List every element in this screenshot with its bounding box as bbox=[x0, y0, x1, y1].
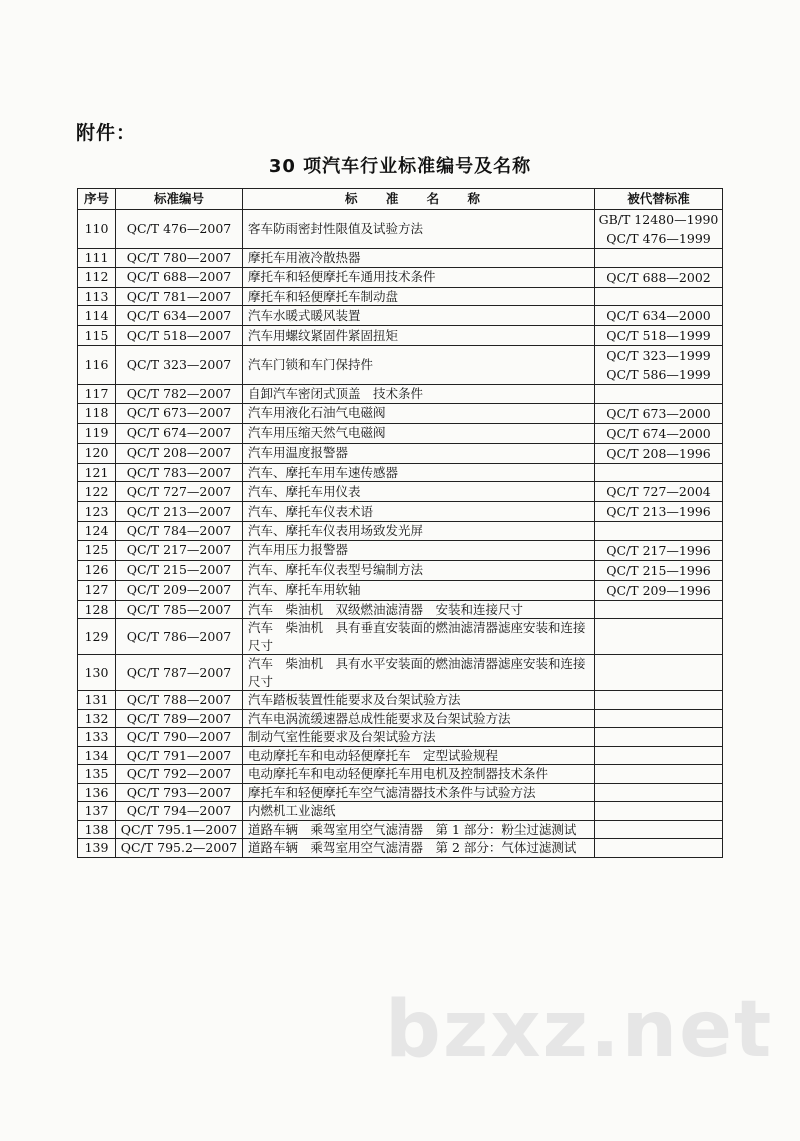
replaced-standard: QC/T 688—2002 bbox=[606, 269, 711, 285]
standard-name: 汽车门锁和车门保持件 bbox=[243, 346, 595, 385]
replaced-standard: GB/T 12480—1990 bbox=[598, 212, 719, 227]
standard-name: 摩托车和轻便摩托车制动盘 bbox=[243, 287, 595, 306]
table-row bbox=[78, 765, 723, 784]
table-row bbox=[78, 502, 723, 522]
row-number: 122 bbox=[78, 482, 116, 502]
row-number: 123 bbox=[78, 502, 116, 522]
replaced-standards bbox=[595, 443, 723, 463]
table-row bbox=[78, 746, 723, 765]
standard-code: QC/T 783—2007 bbox=[116, 463, 243, 482]
standard-name: 汽车、摩托车用仪表 bbox=[243, 482, 595, 502]
replaced-standard: QC/T 208—1996 bbox=[606, 445, 711, 461]
standard-name: 摩托车和轻便摩托车通用技术条件 bbox=[243, 267, 595, 287]
replaced-standards bbox=[595, 249, 723, 268]
standard-name: 汽车 柴油机 具有垂直安装面的燃油滤清器滤座安装和连接尺寸 bbox=[243, 619, 595, 655]
replaced-standards bbox=[595, 580, 723, 600]
replaced-standards bbox=[595, 287, 723, 306]
column-header-replaced: 被代替标准 bbox=[595, 189, 723, 210]
standard-code: QC/T 634—2007 bbox=[116, 306, 243, 326]
table-row bbox=[78, 423, 723, 443]
standard-name: 道路车辆 乘驾室用空气滤清器 第 2 部分：气体过滤测试 bbox=[243, 839, 595, 858]
standard-name: 摩托车和轻便摩托车空气滤清器技术条件与试验方法 bbox=[243, 783, 595, 802]
row-number: 138 bbox=[78, 820, 116, 839]
standard-name: 客车防雨密封性限值及试验方法 bbox=[243, 210, 595, 249]
standard-name: 汽车、摩托车用软轴 bbox=[243, 580, 595, 600]
replaced-standards bbox=[595, 482, 723, 502]
row-number: 139 bbox=[78, 839, 116, 858]
standard-code: QC/T 787—2007 bbox=[116, 655, 243, 691]
replaced-standards bbox=[595, 502, 723, 522]
replaced-standards bbox=[595, 691, 723, 710]
table-row bbox=[78, 802, 723, 821]
standard-code: QC/T 794—2007 bbox=[116, 802, 243, 821]
row-number: 137 bbox=[78, 802, 116, 821]
standard-code: QC/T 791—2007 bbox=[116, 746, 243, 765]
replaced-standard: QC/T 634—2000 bbox=[606, 308, 711, 323]
standard-name: 汽车 柴油机 具有水平安装面的燃油滤清器滤座安装和连接尺寸 bbox=[243, 655, 595, 691]
standard-name: 道路车辆 乘驾室用空气滤清器 第 1 部分：粉尘过滤测试 bbox=[243, 820, 595, 839]
table-row bbox=[78, 210, 723, 249]
row-number: 115 bbox=[78, 326, 116, 346]
attachment-label: 附件： bbox=[76, 122, 137, 144]
standard-name: 摩托车用液冷散热器 bbox=[243, 249, 595, 268]
standard-name: 汽车、摩托车用车速传感器 bbox=[243, 463, 595, 482]
row-number: 120 bbox=[78, 443, 116, 463]
standard-name: 汽车电涡流缓速器总成性能要求及台架试验方法 bbox=[243, 709, 595, 728]
row-number: 110 bbox=[78, 210, 116, 249]
replaced-standard: QC/T 673—2000 bbox=[606, 405, 711, 421]
standard-code: QC/T 727—2007 bbox=[116, 482, 243, 502]
replaced-standard: QC/T 518—1999 bbox=[606, 328, 711, 343]
replaced-standard: QC/T 727—2004 bbox=[606, 484, 711, 499]
standard-code: QC/T 790—2007 bbox=[116, 728, 243, 747]
row-number: 114 bbox=[78, 306, 116, 326]
standard-code: QC/T 785—2007 bbox=[116, 600, 243, 619]
replaced-standards bbox=[595, 600, 723, 619]
row-number: 128 bbox=[78, 600, 116, 619]
standard-name: 汽车踏板装置性能要求及台架试验方法 bbox=[243, 691, 595, 710]
replaced-standard: QC/T 213—1996 bbox=[606, 504, 711, 519]
replaced-standards bbox=[595, 765, 723, 784]
standard-name: 汽车用螺纹紧固件紧固扭矩 bbox=[243, 326, 595, 346]
table-row bbox=[78, 463, 723, 482]
replaced-standard: QC/T 217—1996 bbox=[606, 542, 711, 558]
table-row bbox=[78, 783, 723, 802]
standard-code: QC/T 786—2007 bbox=[116, 619, 243, 655]
row-number: 130 bbox=[78, 655, 116, 691]
replaced-standards bbox=[595, 210, 723, 249]
standard-code: QC/T 795.2—2007 bbox=[116, 839, 243, 858]
replaced-standards bbox=[595, 783, 723, 802]
table-row bbox=[78, 249, 723, 268]
replaced-standards bbox=[595, 326, 723, 346]
standard-code: QC/T 208—2007 bbox=[116, 443, 243, 463]
replaced-standards bbox=[595, 709, 723, 728]
standard-code: QC/T 789—2007 bbox=[116, 709, 243, 728]
row-number: 136 bbox=[78, 783, 116, 802]
page-title: 30 项汽车行业标准编号及名称 bbox=[268, 156, 532, 177]
standard-name: 电动摩托车和电动轻便摩托车 定型试验规程 bbox=[243, 746, 595, 765]
table-row bbox=[78, 287, 723, 306]
replaced-standard: QC/T 476—1999 bbox=[606, 231, 711, 246]
row-number: 112 bbox=[78, 267, 116, 287]
standard-code: QC/T 217—2007 bbox=[116, 540, 243, 560]
standard-code: QC/T 792—2007 bbox=[116, 765, 243, 784]
standard-code: QC/T 781—2007 bbox=[116, 287, 243, 306]
standard-name: 汽车用温度报警器 bbox=[243, 443, 595, 463]
row-number: 132 bbox=[78, 709, 116, 728]
table-row bbox=[78, 600, 723, 619]
table-row bbox=[78, 540, 723, 560]
replaced-standards bbox=[595, 463, 723, 482]
row-number: 116 bbox=[78, 346, 116, 385]
replaced-standard: QC/T 323—1999 bbox=[606, 348, 711, 363]
table-row bbox=[78, 443, 723, 463]
replaced-standards bbox=[595, 267, 723, 287]
replaced-standard: QC/T 674—2000 bbox=[606, 425, 711, 441]
table-header-row bbox=[78, 189, 723, 210]
standard-name: 汽车用液化石油气电磁阀 bbox=[243, 403, 595, 423]
table-row bbox=[78, 306, 723, 326]
table-row bbox=[78, 385, 723, 404]
standard-code: QC/T 793—2007 bbox=[116, 783, 243, 802]
replaced-standards bbox=[595, 306, 723, 326]
row-number: 133 bbox=[78, 728, 116, 747]
standard-name: 制动气室性能要求及台架试验方法 bbox=[243, 728, 595, 747]
replaced-standards bbox=[595, 820, 723, 839]
table-row bbox=[78, 560, 723, 580]
standard-name: 内燃机工业滤纸 bbox=[243, 802, 595, 821]
row-number: 134 bbox=[78, 746, 116, 765]
table-row bbox=[78, 580, 723, 600]
standard-name: 汽车、摩托车仪表用场致发光屏 bbox=[243, 522, 595, 541]
table-row bbox=[78, 728, 723, 747]
table-row bbox=[78, 522, 723, 541]
standard-name: 汽车、摩托车仪表型号编制方法 bbox=[243, 560, 595, 580]
replaced-standard: QC/T 209—1996 bbox=[606, 582, 711, 598]
standard-name: 电动摩托车和电动轻便摩托车用电机及控制器技术条件 bbox=[243, 765, 595, 784]
row-number: 111 bbox=[78, 249, 116, 268]
column-header-name: 标 准 名 称 bbox=[243, 189, 595, 210]
standard-name: 汽车用压缩天然气电磁阀 bbox=[243, 423, 595, 443]
column-header-number: 序号 bbox=[78, 189, 116, 210]
row-number: 126 bbox=[78, 560, 116, 580]
replaced-standards bbox=[595, 728, 723, 747]
row-number: 129 bbox=[78, 619, 116, 655]
table-row bbox=[78, 691, 723, 710]
replaced-standards bbox=[595, 746, 723, 765]
table-row bbox=[78, 326, 723, 346]
standard-code: QC/T 209—2007 bbox=[116, 580, 243, 600]
table-row bbox=[78, 655, 723, 691]
replaced-standards bbox=[595, 346, 723, 385]
replaced-standards bbox=[595, 560, 723, 580]
replaced-standards bbox=[595, 839, 723, 858]
replaced-standards bbox=[595, 540, 723, 560]
table-row bbox=[78, 709, 723, 728]
standard-name: 自卸汽车密闭式顶盖 技术条件 bbox=[243, 385, 595, 404]
standard-code: QC/T 784—2007 bbox=[116, 522, 243, 541]
replaced-standards bbox=[595, 522, 723, 541]
row-number: 119 bbox=[78, 423, 116, 443]
table-row bbox=[78, 267, 723, 287]
standard-code: QC/T 782—2007 bbox=[116, 385, 243, 404]
replaced-standards bbox=[595, 403, 723, 423]
replaced-standards bbox=[595, 802, 723, 821]
standard-code: QC/T 215—2007 bbox=[116, 560, 243, 580]
standard-name: 汽车、摩托车仪表术语 bbox=[243, 502, 595, 522]
standard-code: QC/T 780—2007 bbox=[116, 249, 243, 268]
column-header-code: 标准编号 bbox=[116, 189, 243, 210]
table-row bbox=[78, 839, 723, 858]
standard-code: QC/T 476—2007 bbox=[116, 210, 243, 249]
standards-table bbox=[77, 188, 723, 858]
standard-code: QC/T 788—2007 bbox=[116, 691, 243, 710]
row-number: 121 bbox=[78, 463, 116, 482]
replaced-standard: QC/T 215—1996 bbox=[606, 562, 711, 578]
table-row bbox=[78, 820, 723, 839]
row-number: 117 bbox=[78, 385, 116, 404]
standard-code: QC/T 795.1—2007 bbox=[116, 820, 243, 839]
row-number: 125 bbox=[78, 540, 116, 560]
standard-code: QC/T 323—2007 bbox=[116, 346, 243, 385]
replaced-standard: QC/T 586—1999 bbox=[606, 367, 711, 382]
standard-name: 汽车用压力报警器 bbox=[243, 540, 595, 560]
standard-name: 汽车水暖式暖风装置 bbox=[243, 306, 595, 326]
row-number: 124 bbox=[78, 522, 116, 541]
watermark: bzxz.net bbox=[385, 985, 774, 1075]
table-row bbox=[78, 482, 723, 502]
standard-code: QC/T 673—2007 bbox=[116, 403, 243, 423]
row-number: 113 bbox=[78, 287, 116, 306]
replaced-standards bbox=[595, 385, 723, 404]
replaced-standards bbox=[595, 619, 723, 655]
row-number: 135 bbox=[78, 765, 116, 784]
standard-code: QC/T 674—2007 bbox=[116, 423, 243, 443]
standard-name: 汽车 柴油机 双级燃油滤清器 安装和连接尺寸 bbox=[243, 600, 595, 619]
standard-code: QC/T 213—2007 bbox=[116, 502, 243, 522]
table-row bbox=[78, 346, 723, 385]
row-number: 118 bbox=[78, 403, 116, 423]
replaced-standards bbox=[595, 655, 723, 691]
standard-code: QC/T 688—2007 bbox=[116, 267, 243, 287]
table-row bbox=[78, 403, 723, 423]
replaced-standards bbox=[595, 423, 723, 443]
table-row bbox=[78, 619, 723, 655]
row-number: 127 bbox=[78, 580, 116, 600]
row-number: 131 bbox=[78, 691, 116, 710]
standard-code: QC/T 518—2007 bbox=[116, 326, 243, 346]
